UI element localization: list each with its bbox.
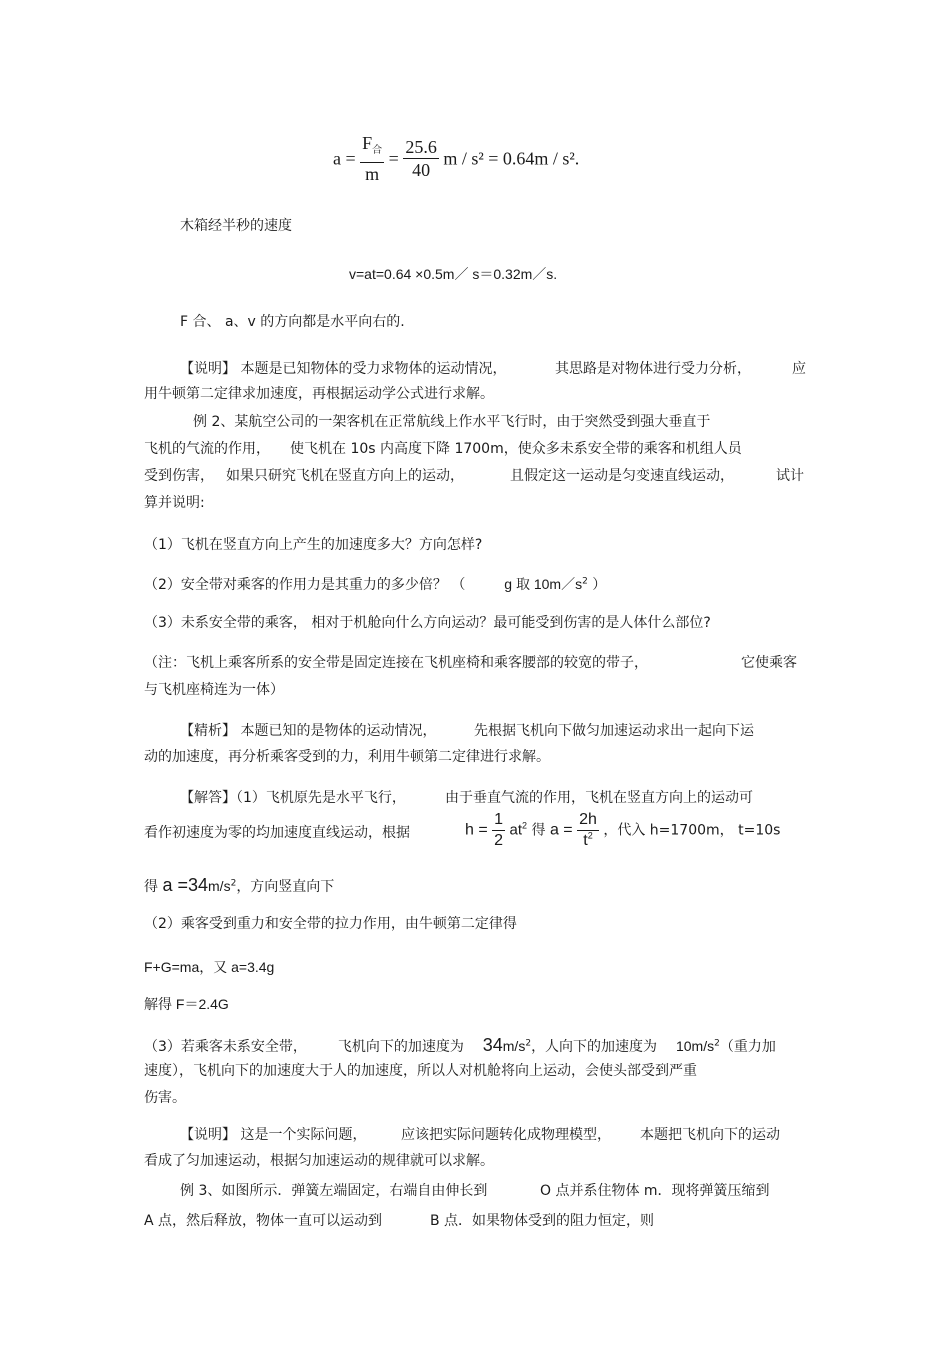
question-2-g: g 取 10m／s: [504, 576, 583, 592]
formula-force-fraction: [360, 132, 384, 185]
s7-b: 飞机向下的加速度为: [337, 1039, 464, 1055]
note-line-1a: （注：飞机上乘客所系的安全带是固定连接在飞机座椅和乘客腰部的较宽的带子，: [144, 655, 648, 671]
text-line-4c: 应: [792, 361, 806, 377]
text-line-2: v=at=0.64 ×0.5m／ s＝0.32m／s.: [349, 266, 558, 282]
solution-line-1b: 由于垂直气流的作用，飞机在竖直方向上的运动可: [445, 790, 753, 806]
example3-line-1b: O 点并系住物体 m．现将弹簧压缩到: [540, 1183, 770, 1199]
text-line-5: 用牛顿第二定律求加速度，再根据运动学公式进行求解。: [144, 386, 494, 402]
s7-g: 10m/s: [675, 1038, 715, 1054]
note2-line-1c: 本题把飞机向下的运动: [640, 1127, 780, 1143]
formula-numerator: 25.6: [405, 137, 437, 157]
text-line-8a: 受到伤害，: [144, 468, 214, 484]
result-value: 34: [187, 875, 209, 895]
s7-value: 34: [482, 1035, 503, 1055]
formula-h-lhs: h =: [465, 821, 488, 839]
result-unit: m/s: [208, 878, 231, 894]
s7-exp: 2: [525, 1038, 532, 1049]
formula-h-den: 2: [494, 832, 504, 849]
question-3: （3）未系安全带的乘客， 相对于机舱向什么方向运动？最可能受到伤害的是人体什么部位?: [144, 615, 711, 631]
text-line-8d: 试计: [776, 468, 804, 484]
formula-h-fraction: [492, 810, 505, 851]
formula-h: [465, 810, 780, 851]
formula-denominator: 40: [403, 158, 439, 181]
text-line-4a: 【说明】 本题是已知物体的受力求物体的运动情况，: [180, 361, 507, 377]
result-a: a =: [162, 875, 188, 895]
solution-line-1a: 【解答】（1）飞机原先是水平飞行，: [180, 790, 406, 806]
note2-line-1a: 【说明】 这是一个实际问题，: [180, 1127, 367, 1143]
note2-line-1b: 应该把实际问题转化成物理模型，: [401, 1127, 611, 1143]
result-direction: ，方向竖直向下: [236, 879, 335, 895]
s7-a: （3）若乘客未系安全带，: [144, 1039, 307, 1055]
solution-line-3: [144, 876, 334, 896]
solution-line-5: F+G=ma，又 a=3.4g: [144, 959, 275, 975]
note2-line-2: 看成了匀加速运动，根据匀加速运动的规律就可以求解。: [144, 1153, 494, 1169]
question-2-exp: 2: [582, 576, 588, 587]
example3-line-2a: A 点，然后释放，物体一直可以运动到: [144, 1213, 383, 1229]
text-line-7a: 飞机的气流的作用，: [144, 441, 270, 457]
result-exp: 2: [230, 878, 237, 889]
formula-equals: =: [388, 148, 399, 169]
text-line-1: 木箱经半秒的速度: [180, 218, 292, 234]
solution-line-7: [144, 1036, 776, 1056]
question-2: [144, 575, 606, 594]
s7-g-exp: 2: [714, 1038, 720, 1049]
analysis-line-1b: 先根据飞机向下做匀加速运动求出一起向下运: [474, 723, 754, 739]
s7-unit: m/s: [502, 1038, 526, 1054]
s7-f: ，人向下的加速度为: [531, 1039, 658, 1055]
solution-line-8: 速度），飞机向下的加速度大于人的加速度，所以人对机舱将向上运动，会使头部受到严重: [144, 1063, 697, 1079]
formula-a-lhs: a =: [549, 821, 573, 839]
solution-line-9: 伤害。: [144, 1090, 186, 1106]
formula-h-at: at: [509, 821, 523, 839]
text-line-9: 算并说明:: [144, 495, 205, 511]
formula-f: F: [362, 133, 373, 153]
formula-m: m: [360, 162, 384, 185]
result-de: 得: [144, 879, 158, 895]
text-line-6: 例 2、某航空公司的一架客机在正常航线上作水平飞行时，由于突然受到强大垂直于: [193, 414, 711, 430]
text-line-3: F 合、 a、v 的方向都是水平向右的.: [180, 314, 405, 330]
formula-acceleration: [333, 134, 579, 187]
formula-a-den-exp: 2: [587, 830, 593, 841]
note-line-1b: 它使乘客: [741, 655, 797, 671]
formula-tail: m / s² = 0.64m / s².: [443, 148, 580, 169]
formula-h-exp: 2: [522, 820, 528, 831]
formula-lhs: a =: [333, 148, 356, 169]
formula-h-num: 1: [494, 811, 504, 828]
formula-de: 得: [531, 822, 546, 839]
question-2-close: ）: [592, 577, 607, 593]
formula-a-den: [577, 830, 599, 851]
example3-line-1a: 例 3、如图所示．弹簧左端固定，右端自由伸长到: [180, 1183, 488, 1199]
analysis-line-2: 动的加速度，再分析乘客受到的力，利用牛顿第二定律进行求解。: [144, 749, 550, 765]
solution-line-2a: 看作初速度为零的均加速度直线运动，根据: [144, 825, 410, 841]
formula-a-fraction: [577, 810, 599, 851]
example3-line-2b: B 点．如果物体受到的阻力恒定，则: [430, 1213, 655, 1229]
s7-i: （重力加: [719, 1039, 776, 1055]
formula-f-sub: 合: [372, 145, 383, 156]
solution-line-4: （2）乘客受到重力和安全带的拉力作用，由牛顿第二定律得: [144, 916, 517, 932]
text-line-8c: 且假定这一运动是匀变速直线运动，: [510, 468, 734, 484]
question-1: （1）飞机在竖直方向上产生的加速度多大？方向怎样?: [144, 537, 483, 553]
text-line-7b: 使飞机在 10s 内高度下降 1700m，使众多未系安全带的乘客和机组人员: [290, 441, 742, 457]
text-line-4b: 其思路是对物体进行受力分析，: [555, 361, 751, 377]
question-2-text: （2）安全带对乘客的作用力是其重力的多少倍？ （: [144, 577, 466, 593]
formula-a-den-t: t: [583, 832, 588, 849]
analysis-line-1a: 【精析】 本题已知的是物体的运动情况，: [180, 723, 437, 739]
formula-a-num: 2h: [579, 811, 597, 828]
note-line-2: 与飞机座椅连为一体）: [144, 682, 284, 698]
formula-substitute: ，代入 h=1700m， t=10s: [603, 822, 781, 839]
formula-number-fraction: [403, 136, 439, 181]
solution-line-6: 解得 F＝2.4G: [144, 996, 229, 1012]
text-line-8b: 如果只研究飞机在竖直方向上的运动，: [226, 468, 464, 484]
